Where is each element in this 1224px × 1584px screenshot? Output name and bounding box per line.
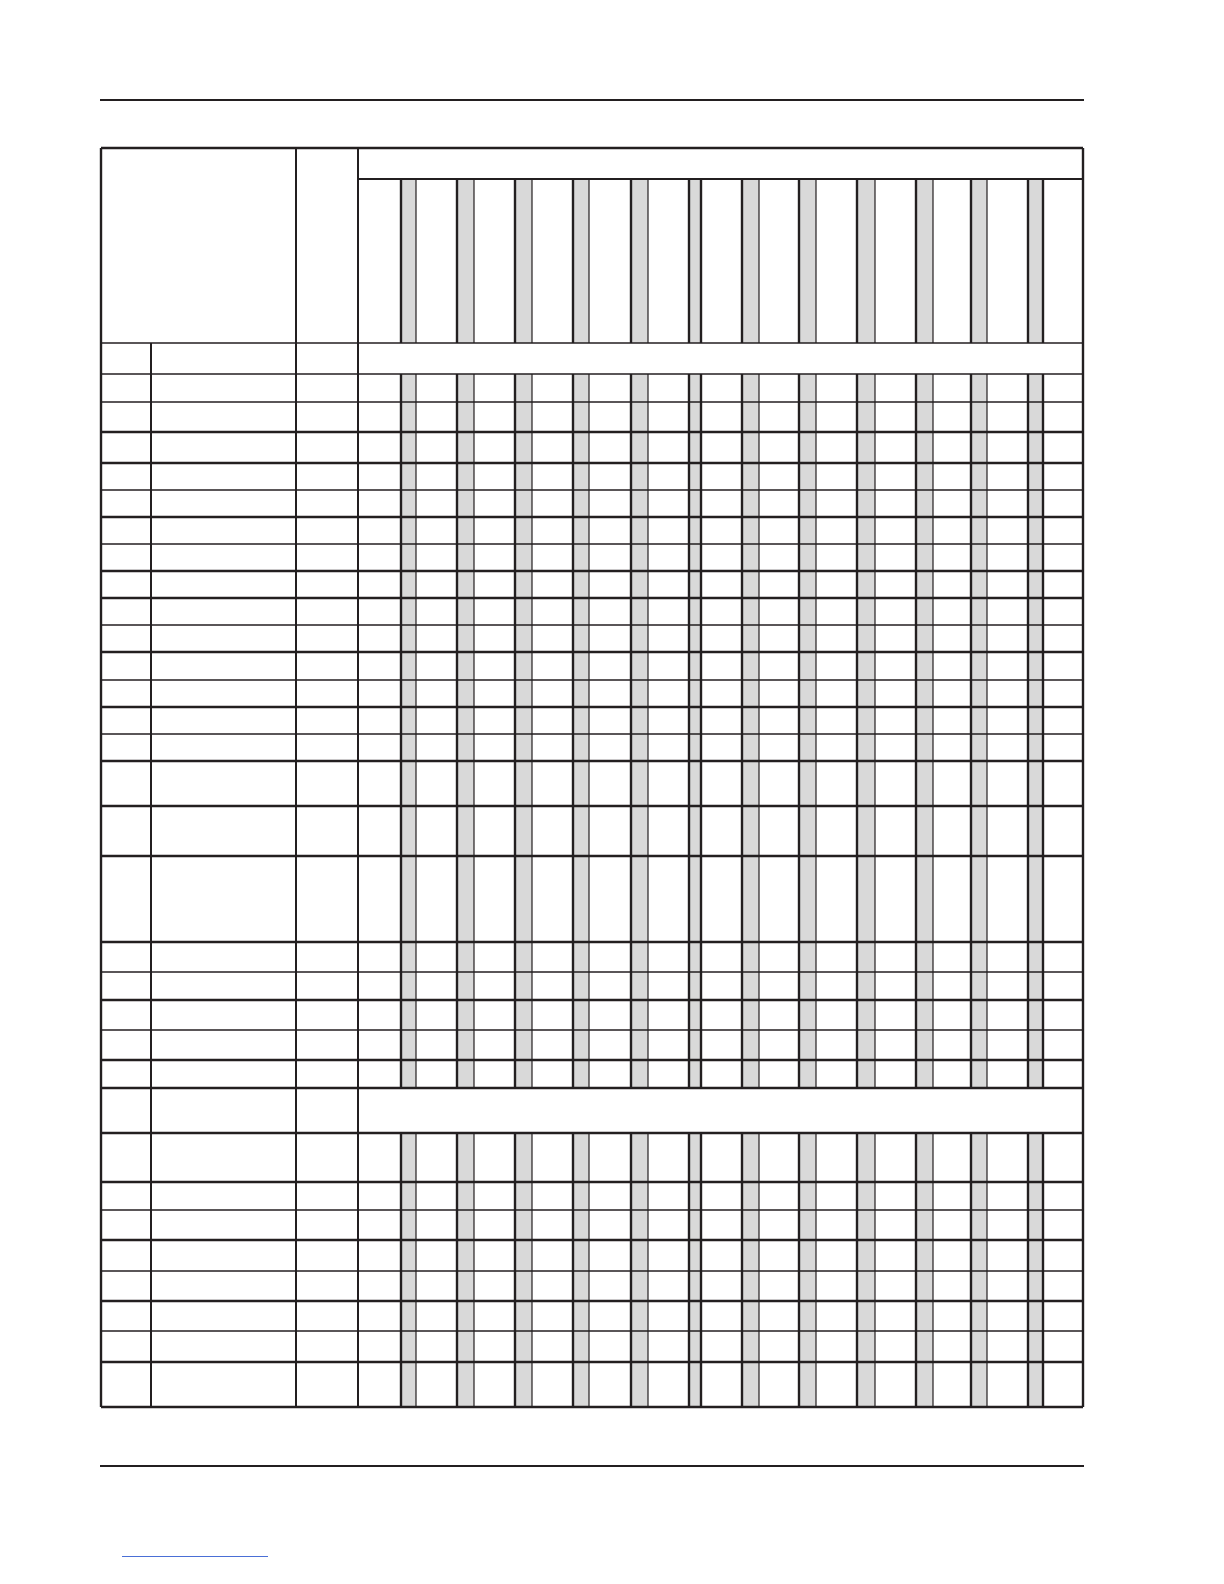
shaded-column-cell [515,179,532,343]
footer-link[interactable] [122,1556,268,1557]
shaded-column-cell [689,1133,701,1407]
footer-rule [100,1465,1084,1467]
shaded-column-cell [401,374,416,1088]
shaded-column-cell [916,1133,933,1407]
shaded-column-cell [573,1133,589,1407]
shaded-column-cell [971,374,987,1088]
shaded-column-cell [457,374,474,1088]
shaded-column-cell [742,374,759,1088]
shaded-column-cell [799,179,816,343]
shaded-column-cell [1028,179,1043,343]
shaded-column-cell [857,179,875,343]
shaded-column-cell [457,179,474,343]
shaded-column-cell [515,1133,532,1407]
shaded-column-cell [515,374,532,1088]
shaded-column-cell [573,374,589,1088]
shaded-column-cell [857,374,875,1088]
shaded-column-cell [631,179,648,343]
shaded-column-cell [916,374,933,1088]
shaded-column-cell [799,374,816,1088]
shaded-column-cell [689,374,701,1088]
shaded-column-cell [971,1133,987,1407]
shaded-column-cell [401,179,416,343]
shaded-column-cell [1028,374,1043,1088]
shaded-column-cell [689,179,701,343]
shaded-column-cell [573,179,589,343]
shaded-column-cell [1028,1133,1043,1407]
shaded-column-cell [857,1133,875,1407]
shaded-column-cell [457,1133,474,1407]
shaded-column-cell [971,179,987,343]
shaded-column-cell [401,1133,416,1407]
shaded-column-cell [631,1133,648,1407]
shaded-column-cell [742,179,759,343]
shaded-column-cell [916,179,933,343]
shaded-column-cell [631,374,648,1088]
shaded-column-cell [799,1133,816,1407]
shaded-column-cell [742,1133,759,1407]
